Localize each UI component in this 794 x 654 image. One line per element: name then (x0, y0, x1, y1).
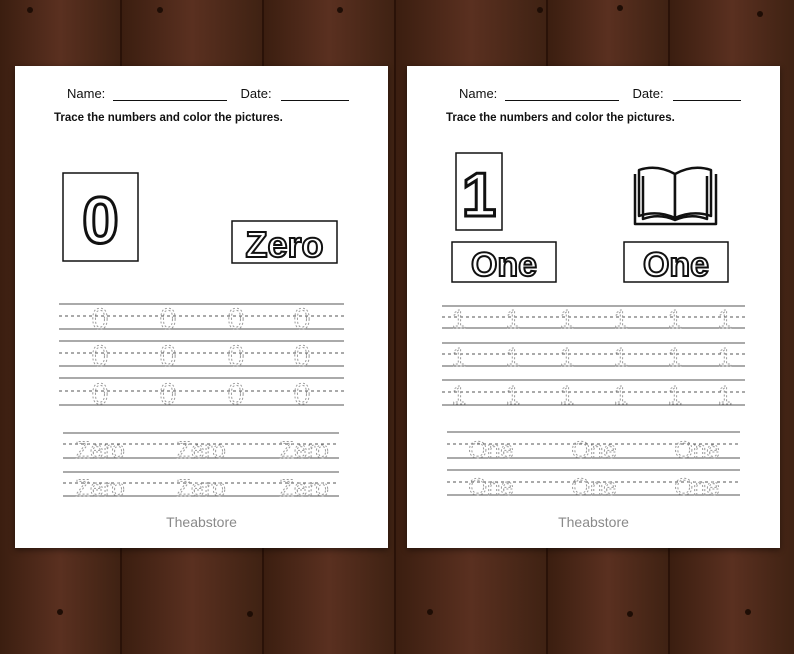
trace-digit: 0 (159, 340, 177, 373)
trace-digit: 0 (227, 303, 245, 336)
trace-digit: 1 (559, 304, 575, 334)
word-one: One (470, 246, 538, 284)
trace-digit: 1 (717, 304, 733, 334)
footer-brand: Theabstore (166, 514, 237, 530)
trace-word: One (674, 474, 720, 501)
footer-brand: Theabstore (558, 514, 629, 530)
trace-digit: 1 (505, 304, 521, 334)
digit-trace-row-2 (92, 340, 311, 373)
worksheet-one-drawing (407, 66, 780, 548)
word-trace-row-2 (75, 475, 328, 502)
name-label: Name: (459, 86, 498, 101)
trace-digit: 0 (227, 340, 245, 373)
trace-word: Zero (176, 437, 226, 464)
trace-word: Zero (279, 437, 329, 464)
name-label: Name: (67, 86, 106, 101)
trace-word: One (571, 437, 617, 464)
open-book-icon (635, 168, 716, 224)
trace-word: Zero (176, 475, 226, 502)
trace-word: One (571, 474, 617, 501)
trace-digit: 1 (717, 380, 733, 410)
trace-digit: 0 (293, 378, 311, 411)
digit-trace-row-3 (92, 378, 311, 411)
date-label: Date: (240, 86, 272, 101)
word-zero: Zero (245, 224, 324, 265)
trace-word: Zero (75, 437, 125, 464)
trace-digit: 0 (91, 340, 109, 373)
worksheet-zero (15, 66, 388, 548)
digit-trace-row-1 (92, 303, 311, 336)
trace-digit: 1 (559, 380, 575, 410)
trace-word: Zero (75, 475, 125, 502)
trace-digit: 0 (293, 340, 311, 373)
trace-digit: 1 (613, 380, 629, 410)
trace-word: One (468, 474, 514, 501)
digit-trace-guides (442, 306, 745, 405)
instructions: Trace the numbers and color the pictures. (54, 112, 283, 124)
trace-digit: 0 (159, 378, 177, 411)
trace-word: One (468, 437, 514, 464)
trace-digit: 0 (293, 303, 311, 336)
digit-trace-row-1 (452, 304, 732, 334)
numeral-one: 1 (461, 161, 497, 230)
trace-digit: 1 (667, 380, 683, 410)
word-trace-row-2 (468, 474, 719, 501)
trace-digit: 1 (451, 304, 467, 334)
worksheet-zero-drawing (15, 66, 388, 548)
trace-digit: 1 (667, 304, 683, 334)
word-trace-row-1 (75, 437, 328, 464)
word-trace-row-1 (468, 437, 719, 464)
trace-digit: 1 (559, 342, 575, 372)
trace-word: One (674, 437, 720, 464)
numeral-zero: 0 (82, 183, 119, 257)
trace-digit: 1 (667, 342, 683, 372)
trace-digit: 1 (717, 342, 733, 372)
trace-digit: 0 (159, 303, 177, 336)
trace-digit: 0 (91, 303, 109, 336)
trace-digit: 0 (227, 378, 245, 411)
trace-digit: 1 (613, 342, 629, 372)
trace-digit: 1 (505, 380, 521, 410)
date-label: Date: (632, 86, 664, 101)
trace-digit: 0 (91, 378, 109, 411)
trace-word: Zero (279, 475, 329, 502)
trace-digit: 1 (451, 380, 467, 410)
worksheet-one (407, 66, 780, 548)
instructions: Trace the numbers and color the pictures. (446, 112, 675, 124)
trace-digit: 1 (613, 304, 629, 334)
trace-digit: 1 (505, 342, 521, 372)
word-one-2: One (642, 246, 710, 284)
trace-digit: 1 (451, 342, 467, 372)
digit-trace-row-2 (452, 342, 732, 372)
